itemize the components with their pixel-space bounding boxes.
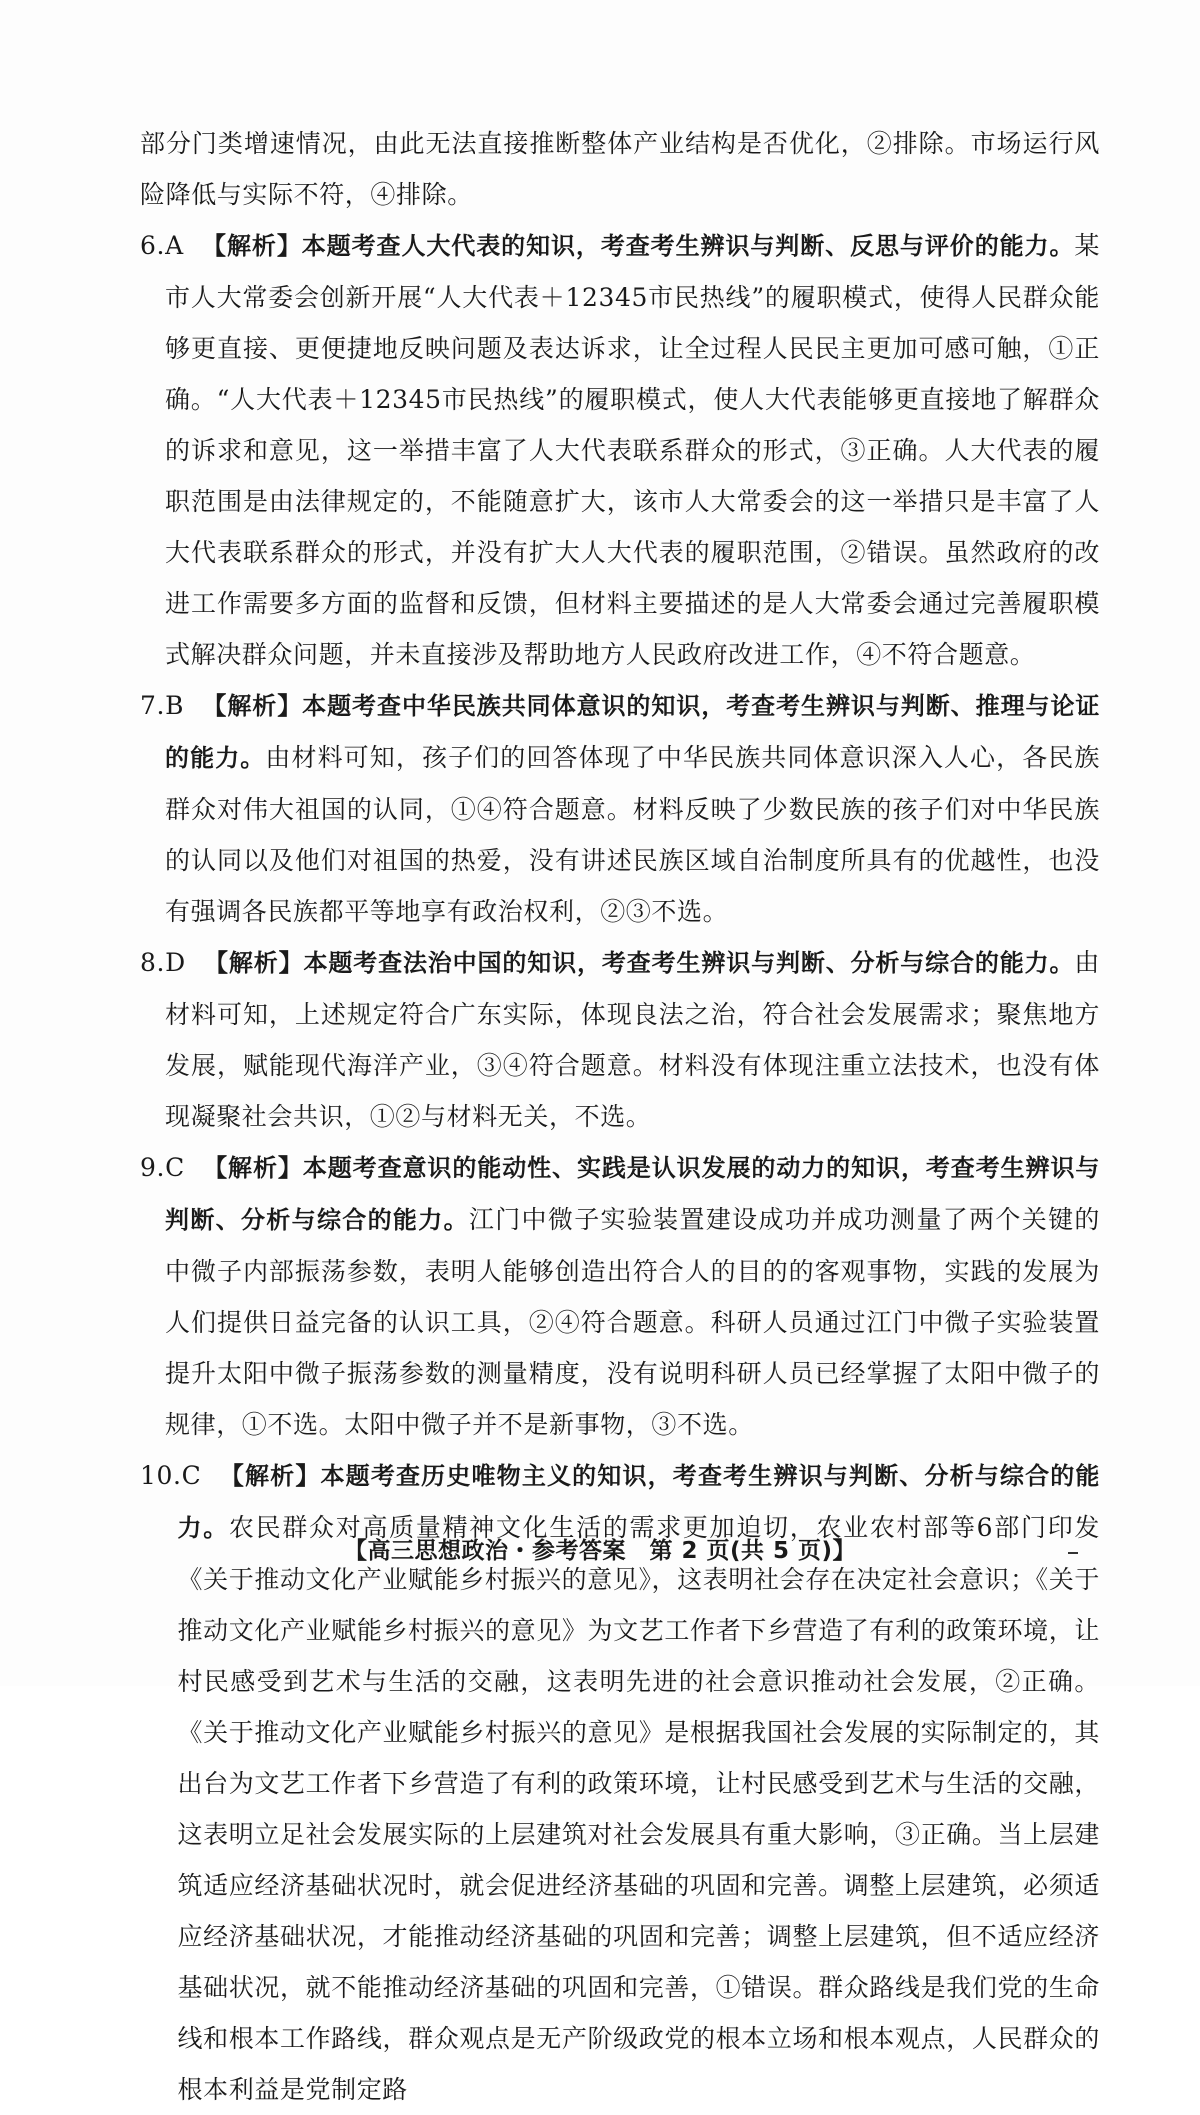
continuation-paragraph: 部分门类增速情况，由此无法直接推断整体产业结构是否优化，②排除。市场运行风险降低与实际不符，④排除。	[140, 129, 1100, 209]
answer-content	[140, 118, 1100, 2115]
item-answer: B	[165, 691, 185, 720]
item-number: 6.	[140, 231, 166, 260]
analysis-tag: 【解析】	[201, 232, 302, 260]
item-answer: C	[181, 1461, 202, 1490]
analysis-heading: 本题考查历史唯物主义的知识，考查考生辨识与判断、分析与综合的能力。	[177, 1462, 1100, 1542]
item-number: 7.	[140, 691, 166, 720]
footer-dash-mark	[1068, 1552, 1078, 1554]
analysis-body: 农民群众对高质量精神文化生活的需求更加迫切，农业农村部等6部门印发《关于推动文化产业赋能乡村振兴的意见》，这表明社会存在决定社会意识；《关于推动文化产业赋能乡村振兴的意见》为文艺工作者下乡营造了有利的政策环境，让村民感受到艺术与生活的交融，这表明先进的社会意识推动社会发展，②正确。《关于推动文化产业赋能乡村振兴的意见》是根据我国社会发展的实际制定的，其出台为文艺工作者下乡营造了有利的政策环境，让村民感受到艺术与生活的交融，这表明立足社会发展实际的上层建筑对社会发展具有重大影响，③正确。当上层建筑适应经济基础状况时，就会促进经济基础的巩固和完善。调整上层建筑，必须适应经济基础状况，才能推动经济基础的巩固和完善；调整上层建筑，但不适应经济基础状况，就不能推动经济基础的巩固和完善，①错误。群众路线是我们党的生命线和根本工作路线，群众观点是无产阶级政党的根本立场和根本观点，人民群众的根本利益是党制定路	[177, 1513, 1100, 2104]
answer-item-6	[140, 220, 1100, 680]
analysis-heading: 本题考查中华民族共同体意识的知识，考查考生辨识与判断、推理与论证的能力。	[165, 692, 1100, 772]
analysis-tag: 【解析】	[219, 1462, 321, 1490]
analysis-heading: 本题考查意识的能动性、实践是认识发展的动力的知识，考查考生辨识与判断、分析与综合的能力。	[165, 1154, 1100, 1234]
item-answer: D	[165, 948, 186, 977]
item-number: 9.	[140, 1153, 166, 1182]
analysis-tag: 【解析】	[203, 949, 304, 977]
item-number: 8.	[140, 948, 166, 977]
item-answer: A	[165, 231, 184, 260]
analysis-heading: 本题考查人大代表的知识，考查考生辨识与判断、反思与评价的能力。	[301, 232, 1075, 260]
analysis-tag: 【解析】	[202, 692, 303, 720]
answer-item-8	[140, 937, 1100, 1142]
analysis-heading: 本题考查法治中国的知识，考查考生辨识与判断、分析与综合的能力。	[303, 949, 1075, 977]
analysis-tag: 【解析】	[202, 1154, 303, 1182]
item-answer: C	[165, 1153, 185, 1182]
answer-item-9	[140, 1142, 1100, 1450]
item-number: 10.	[140, 1461, 182, 1490]
analysis-body: 由材料可知，孩子们的回答体现了中华民族共同体意识深入人心，各民族群众对伟大祖国的认同，①④符合题意。材料反映了少数民族的孩子们对中华民族的认同以及他们对祖国的热爱，没有讲述民族区域自治制度所具有的优越性，也没有强调各民族都平等地享有政治权利，②③不选。	[165, 743, 1100, 926]
analysis-body: 江门中微子实验装置建设成功并成功测量了两个关键的中微子内部振荡参数，表明人能够创造出符合人的目的的客观事物，实践的发展为人们提供日益完备的认识工具，②④符合题意。科研人员通过江门中微子实验装置提升太阳中微子振荡参数的测量精度，没有说明科研人员已经掌握了太阳中微子的规律，①不选。太阳中微子并不是新事物，③不选。	[165, 1205, 1100, 1439]
page-footer: 【高三思想政治・参考答案 第 2 页(共 5 页)】	[343, 1538, 857, 1564]
analysis-body: 某市人大常委会创新开展“人大代表＋12345市民热线”的履职模式，使得人民群众能够更直接、更便捷地反映问题及表达诉求，让全过程人民民主更加可感可触，①正确。“人大代表＋12345市民热线”的履职模式，使人大代表能够更直接地了解群众的诉求和意见，这一举措丰富了人大代表联系群众的形式，③正确。人大代表的履职范围是由法律规定的，不能随意扩大，该市人大常委会的这一举措只是丰富了人大代表联系群众的形式，并没有扩大人大代表的履职范围，②错误。虽然政府的改进工作需要多方面的监督和反馈，但材料主要描述的是人大常委会通过完善履职模式解决群众问题，并未直接涉及帮助地方人民政府改进工作，④不符合题意。	[165, 231, 1100, 669]
answer-item-7	[140, 680, 1100, 937]
analysis-body: 由材料可知，上述规定符合广东实际，体现良法之治，符合社会发展需求；聚焦地方发展，赋能现代海洋产业，③④符合题意。材料没有体现注重立法技术，也没有体现凝聚社会共识，①②与材料无关，不选。	[165, 948, 1100, 1131]
